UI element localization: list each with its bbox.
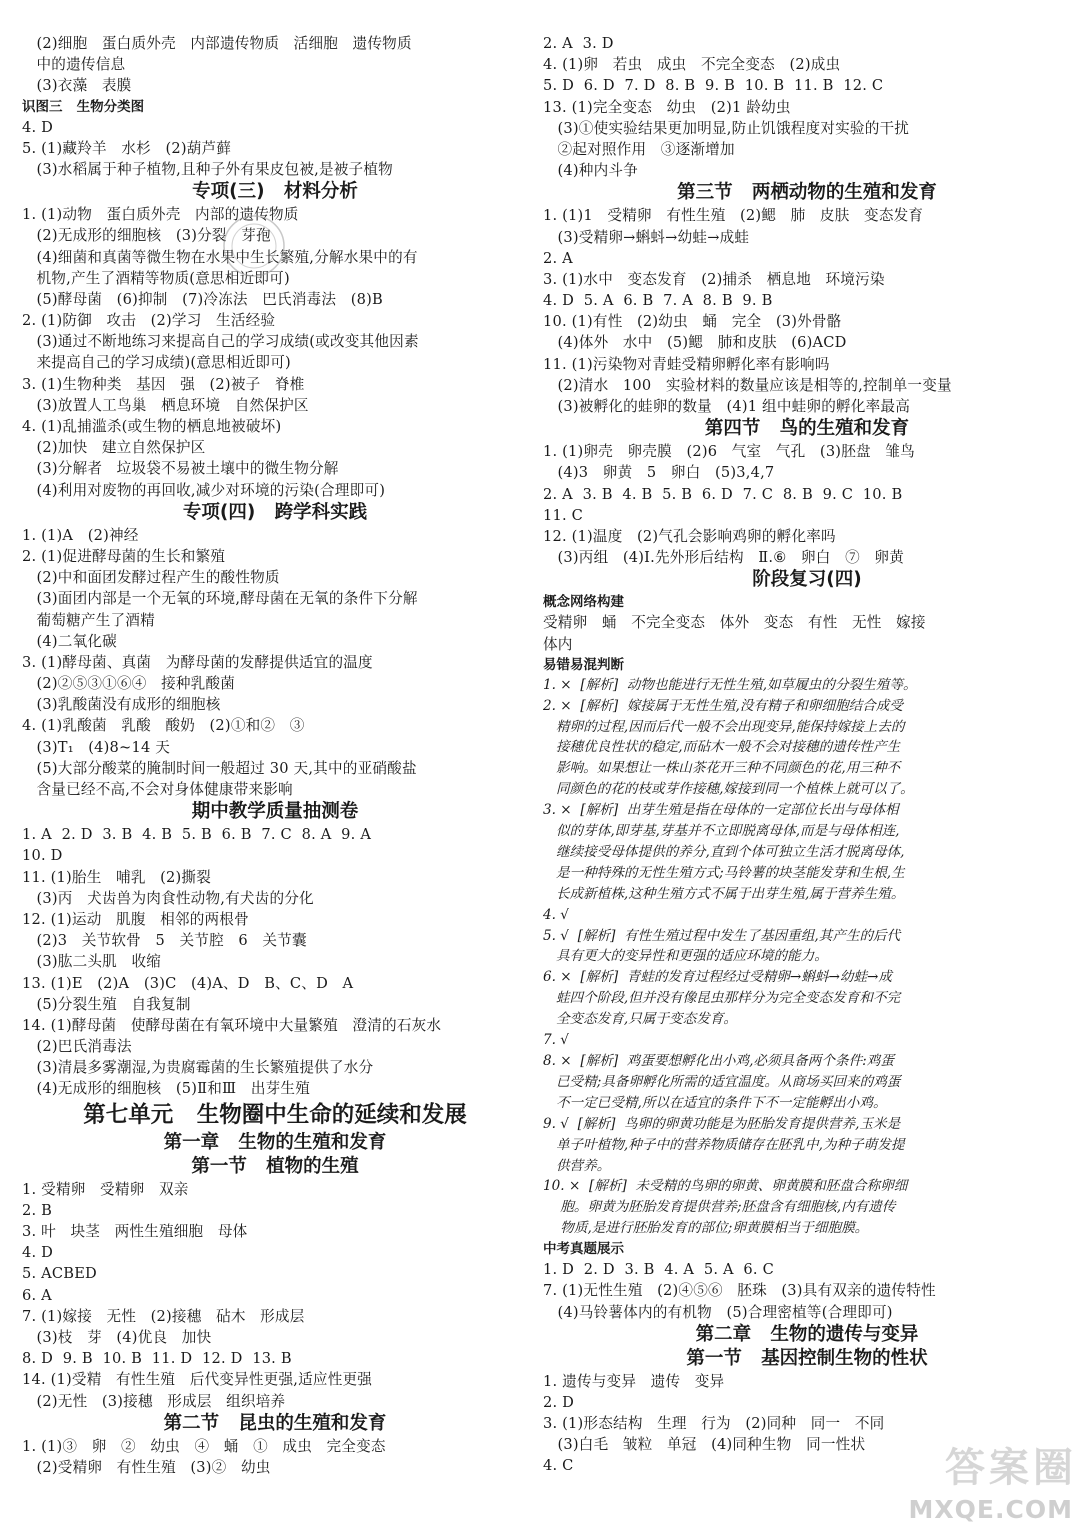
answer-line: (2)②⑤③①⑥④ 接种乳酸菌 — [22, 675, 236, 693]
answer-line: 中的遗传信息 — [22, 56, 126, 74]
answer-line: 葡萄糖产生了酒精 — [22, 611, 155, 629]
answer-line: 体内 — [543, 635, 573, 653]
answer-line: 3. (1)酵母菌、真菌 为酵母菌的发酵提供适宜的温度 — [22, 653, 373, 671]
answer-line: (3)衣藻 表膜 — [22, 77, 132, 95]
watermark-logo — [908, 1428, 1083, 1532]
answer-line: (2)加快 建立自然保护区 — [22, 439, 206, 457]
answer-line: (4)无成形的细胞核 (5)Ⅱ和Ⅲ 出芽生殖 — [22, 1080, 311, 1098]
answer-line: 11. (1)污染物对青蛙受精卵孵化率有影响吗 — [543, 355, 830, 373]
answer-line: 3. (1)水中 变态发育 (2)捕杀 栖息地 环境污染 — [543, 270, 885, 288]
explanation-item: 5. √ [解析] 有性生殖过程中发生了基因重组,其产生的后代 具有更大的变异性和更强的适应环境的能力。 — [543, 927, 901, 965]
answer-line: (4)体外 水中 (5)鳃 肺和皮肤 (6)ACD — [543, 334, 847, 352]
answer-line: (4)马铃薯体内的有机物 (5)合理密植等(合理即可) — [543, 1303, 893, 1321]
section-heading: 第一节 植物的生殖 — [191, 1155, 359, 1177]
unit-heading: 第七单元 生物圈中生命的延续和发展 — [83, 1101, 467, 1128]
answer-line: (5)大部分酸菜的腌制时间一般超过 30 天,其中的亚硝酸盐 — [22, 759, 417, 777]
answer-line: 4. (1)乱捕滥杀(或生物的栖息地被破坏) — [22, 418, 282, 435]
answer-line: 6. A — [22, 1286, 52, 1304]
answer-line: 4. D — [22, 1244, 54, 1262]
answer-line: (3)白毛 皱粒 单冠 (4)同种生物 同一性状 — [543, 1436, 866, 1454]
answer-line: 2. A 3. B 4. B 5. B 6. D 7. C 8. B 9. C 10. B — [543, 485, 903, 503]
answer-line: (4)细菌和真菌等微生物在水果中生长繁殖,分解水果中的有 — [22, 248, 418, 266]
answer-line: 7. (1)无性生殖 (2)④⑤⑥ 胚珠 (3)具有双亲的遗传特性 — [543, 1282, 936, 1300]
answer-line: 2. D — [543, 1393, 575, 1411]
answer-line: (3)被孵化的蛙卵的数量 (4)1 组中蛙卵的孵化率最高 — [543, 398, 910, 415]
answer-line: (5)酵母菌 (6)抑制 (7)冷冻法 巴氏消毒法 (8)B — [22, 290, 383, 308]
watermark-url: MXQE.COM — [908, 1495, 1073, 1524]
answer-line: 3. 叶 块茎 两性生殖细胞 母体 — [22, 1223, 248, 1240]
section-heading: 第二章 生物的遗传与变异 — [695, 1323, 919, 1345]
answer-line: (2)中和面团发酵过程产生的酸性物质 — [22, 569, 280, 587]
answer-line: (3)丙组 (4)Ⅰ.先外形后结构 Ⅱ.⑥ 卵白 ⑦ 卵黄 — [543, 549, 905, 567]
answer-line: 13. (1)完全变态 幼虫 (2)1 龄幼虫 — [543, 98, 791, 116]
answer-line: 4. C — [543, 1457, 574, 1475]
answer-line: 5. D 6. D 7. D 8. B 9. B 10. B 11. B 12. C — [543, 77, 884, 95]
answer-line: 4. D 5. A 6. B 7. A 8. B 9. B — [543, 292, 773, 310]
answer-line: 5. (1)藏羚羊 水杉 (2)葫芦藓 — [22, 139, 232, 157]
answer-line: (3)通过不断地练习来提高自己的学习成绩(或改变其他因素 — [22, 333, 419, 351]
answer-line: 含量已经不高,不会对身体健康带来影响 — [22, 781, 293, 798]
answer-line: (2)巴氏消毒法 — [22, 1038, 132, 1056]
explanation-item: 3. × [解析] 出芽生殖是指在母体的一定部位长出与母体相 似的芽体,即芽基,芽基并不立即脱离母体,而是与母体相连, 继续接受母体提供的养分,直到个体可独立生活才脱离母体, 是一种特殊的无性生殖方式;马铃薯的块茎能发芽和生根,生 长成新植株,这种生殖方式不属于出芽生殖,属于营养生殖。 — [543, 802, 905, 902]
answer-line: 4. (1)卵 若虫 成虫 不完全变态 (2)成虫 — [543, 56, 841, 74]
explanation-item: 9. √ [解析] 鸟卵的卵黄功能是为胚胎发育提供营养,玉米是 单子叶植物,种子中的营养物质储存在胚乳中,为种子萌发提 供营养。 — [543, 1115, 905, 1174]
explanation-item: 6. × [解析] 青蛙的发育过程经过受精卵→蝌蚪→幼蛙→成 蛙四个阶段,但并没有像昆虫那样分为完全变态发育和不完 全变态发育,只属于变态发育。 — [543, 969, 901, 1028]
subsection-label: 概念网络构建 — [543, 594, 624, 611]
answer-line: (4)二氧化碳 — [22, 632, 117, 650]
answer-line: (3)①使实验结果更加明显,防止饥饿程度对实验的干扰 — [543, 119, 910, 137]
answer-line: (4)3 卵黄 5 卵白 (5)3,4,7 — [543, 464, 775, 482]
explanation-item: 10. × [解析] 未受精的鸟卵的卵黄、卵黄膜和胚盘合称卵细 胞。卵黄为胚胎发育提供营养;胚盘含有细胞核,内有遗传 物质,是进行胚胎发育的部位;卵黄膜相当于细胞膜。 — [543, 1178, 908, 1237]
right-column — [543, 33, 1071, 1477]
section-heading: 期中教学质量抽测卷 — [191, 801, 359, 823]
answer-line: (3)面团内部是一个无氧的环境,酵母菌在无氧的条件下分解 — [22, 590, 418, 608]
section-heading: 专项(三) 材料分析 — [192, 181, 358, 203]
answer-line: 1. (1)③ 卵 ② 幼虫 ④ 蛹 ① 成虫 完全变态 — [22, 1437, 386, 1455]
answer-line: (3)丙 犬齿兽为肉食性动物,有犬齿的分化 — [22, 889, 314, 907]
answer-line: 2. (1)防御 攻击 (2)学习 生活经验 — [22, 312, 276, 330]
answer-line: (2)受精卵 有性生殖 (3)② 幼虫 — [22, 1458, 271, 1476]
answer-line: (3)肱二头肌 收缩 — [22, 953, 162, 971]
explanation-item: 7. √ — [543, 1032, 569, 1049]
answer-line: (3)乳酸菌没有成形的细胞核 — [22, 696, 221, 714]
answer-line: (2)无性 (3)接穗 形成层 组织培养 — [22, 1392, 286, 1410]
answer-line: 1. (1)1 受精卵 有性生殖 (2)鳃 肺 皮肤 变态发育 — [543, 207, 924, 225]
answer-line: (3)分解者 垃圾袋不易被土壤中的微生物分解 — [22, 460, 339, 478]
answer-line: (3)水稻属于种子植物,且种子外有果皮包被,是被子植物 — [22, 160, 393, 178]
answer-line: 7. (1)嫁接 无性 (2)接穗 砧木 形成层 — [22, 1307, 305, 1325]
answer-line: 受精卵 蛹 不完全变态 体外 变态 有性 无性 嫁接 — [543, 614, 926, 632]
answer-line: ②起对照作用 ③逐渐增加 — [543, 140, 735, 158]
answer-line: (4)种内斗争 — [543, 162, 638, 180]
answer-line: 14. (1)酵母菌 使酵母菌在有氧环境中大量繁殖 澄清的石灰水 — [22, 1016, 442, 1034]
answer-line: 机物,产生了酒精等物质(意思相近即可) — [22, 269, 290, 287]
answer-line: 3. (1)形态结构 生理 行为 (2)同种 同一 不同 — [543, 1415, 885, 1433]
answer-line: 1. (1)A (2)神经 — [22, 526, 139, 544]
answer-line: (3)T₁ (4)8~14 天 — [22, 738, 171, 756]
answer-line: 2. A — [543, 249, 573, 267]
section-heading: 专项(四) 跨学科实践 — [182, 501, 368, 523]
answer-line: 13. (1)E (2)A (3)C (4)A、D B、C、D A — [22, 974, 354, 992]
answer-line: 4. D — [22, 118, 54, 136]
answer-line: 1. 受精卵 受精卵 双亲 — [22, 1180, 189, 1198]
explanation-item: 8. × [解析] 鸡蛋要想孵化出小鸡,必须具备两个条件:鸡蛋 已受精;具备卵孵化所需的适宜温度。从商场买回来的鸡蛋 不一定已受精,所以在适宜的条件下不一定能孵出小鸡。 — [543, 1053, 901, 1111]
left-column — [22, 33, 528, 1478]
answer-line: 来提高自己的学习成绩)(意思相近即可) — [22, 354, 291, 372]
subsection-label: 识图三 生物分类图 — [22, 98, 145, 115]
explanation-item: 4. √ — [543, 906, 569, 923]
section-heading: 第一节 基因控制生物的性状 — [686, 1347, 928, 1369]
answer-line: 12. (1)运动 肌腹 相邻的两根骨 — [22, 910, 249, 928]
answer-line: 14. (1)受精 有性生殖 后代变异性更强,适应性更强 — [22, 1371, 373, 1389]
answer-line: (3)枝 芽 (4)优良 加快 — [22, 1328, 212, 1346]
answer-line: 1. (1)卵壳 卵壳膜 (2)6 气室 气孔 (3)胚盘 雏鸟 — [543, 443, 915, 461]
watermark-text: 答案圈 — [945, 1445, 1077, 1491]
answer-line: 2. B — [22, 1201, 53, 1219]
answer-line: 4. (1)乳酸菌 乳酸 酸奶 (2)①和② ③ — [22, 717, 305, 735]
answer-line: (2)无成形的细胞核 (3)分裂 芽孢 — [22, 227, 271, 245]
section-heading: 第二节 昆虫的生殖和发育 — [163, 1412, 387, 1434]
answer-line: 3. (1)生物种类 基因 强 (2)被子 脊椎 — [22, 375, 305, 393]
answer-line: 5. ACBED — [22, 1265, 97, 1283]
subsection-label: 易错易混判断 — [543, 656, 624, 673]
section-heading: 第三节 两栖动物的生殖和发育 — [677, 182, 937, 204]
answer-line: (5)分裂生殖 自我复制 — [22, 995, 191, 1013]
section-heading: 第一章 生物的生殖和发育 — [163, 1131, 387, 1153]
answer-line: 1. A 2. D 3. B 4. B 5. B 6. B 7. C 8. A 9. A — [22, 826, 372, 844]
answer-line: 1. (1)动物 蛋白质外壳 内部的遗传物质 — [22, 206, 299, 224]
subsection-label: 中考真题展示 — [543, 1241, 624, 1258]
answer-line: (2)3 关节软骨 5 关节腔 6 关节囊 — [22, 932, 307, 950]
answer-line: (3)清晨多雾潮湿,为贵腐霉菌的生长繁殖提供了水分 — [22, 1059, 374, 1077]
answer-line: (3)受精卵→蝌蚪→幼蛙→成蛙 — [543, 228, 750, 246]
answer-line: 10. (1)有性 (2)幼虫 蛹 完全 (3)外骨骼 — [543, 313, 842, 331]
answer-line: 10. D — [22, 847, 63, 865]
answer-line: (3)放置人工鸟巢 栖息环境 自然保护区 — [22, 396, 309, 414]
answer-line: 8. D 9. B 10. B 11. D 12. D 13. B — [22, 1350, 292, 1368]
answer-line: 1. 遗传与变异 遗传 变异 — [543, 1372, 725, 1390]
explanation-item: 2. × [解析] 嫁接属于无性生殖,没有精子和卵细胞结合成受 精卵的过程,因而后代一般不会出现变异,能保持嫁接上去的 接穗优良性状的稳定,而砧木一般不会对接穗的遗传性产生 影响。如果想让一株山茶花开三种不同颜色的花,用三种不 同颜色的花的枝或芽作接穗,嫁接到同一个植株上就可以了。 — [543, 697, 914, 798]
answer-line: 11. (1)胎生 哺乳 (2)撕裂 — [22, 868, 211, 886]
explanation-item: 1. × [解析] 动物也能进行无性生殖,如草履虫的分裂生殖等。 — [543, 676, 917, 693]
answer-line: 1. D 2. D 3. B 4. A 5. A 6. C — [543, 1261, 774, 1279]
answer-line: (2)细胞 蛋白质外壳 内部遗传物质 活细胞 遗传物质 — [22, 35, 412, 52]
answer-line: (4)利用对废物的再回收,减少对环境的污染(合理即可) — [22, 481, 386, 499]
answer-line: 2. A 3. D — [543, 35, 614, 52]
section-heading: 第四节 鸟的生殖和发育 — [704, 418, 910, 440]
answer-line: 2. (1)促进酵母菌的生长和繁殖 — [22, 547, 226, 565]
section-heading: 阶段复习(四) — [752, 569, 862, 591]
answer-line: (2)清水 100 实验材料的数量应该是相等的,控制单一变量 — [543, 376, 952, 394]
answer-line: 12. (1)温度 (2)气孔会影响鸡卵的孵化率吗 — [543, 527, 836, 545]
answer-line: 11. C — [543, 506, 584, 524]
